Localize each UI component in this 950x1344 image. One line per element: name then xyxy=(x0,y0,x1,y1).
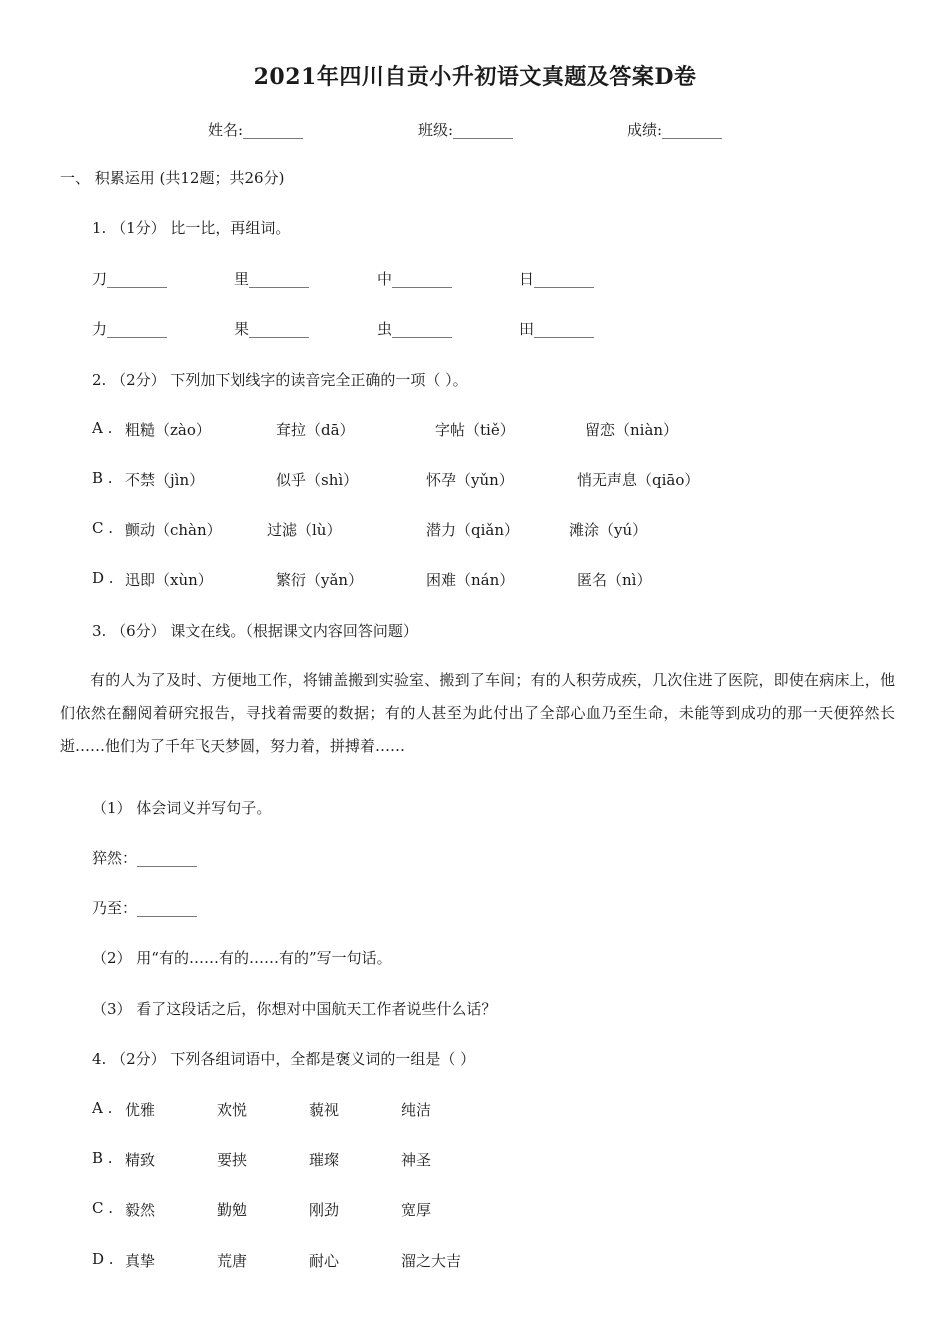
q4-option-word: 溜之大吉 xyxy=(401,1252,462,1270)
q4-option-word: 藐视 xyxy=(309,1101,340,1119)
q4-option-word: 耐心 xyxy=(309,1252,340,1270)
q2-option-label: C . xyxy=(92,519,114,537)
q4-option-label: B . xyxy=(92,1149,113,1167)
q4-option-word: 真挚 xyxy=(125,1252,156,1270)
q4-option-word: 神圣 xyxy=(401,1151,432,1169)
q4-option-word: 璀璨 xyxy=(309,1151,340,1169)
q3-sub-question-2: （2） 用“有的……有的……有的”写一句话。 xyxy=(92,949,392,967)
q1-word-blank: 虫________ xyxy=(377,320,453,338)
name-field: 姓名:________ xyxy=(208,121,304,139)
q1-word-blank: 田________ xyxy=(519,320,595,338)
q2-option-label: A . xyxy=(92,419,113,437)
q4-option-label: A . xyxy=(92,1099,113,1117)
q2-option-item: 潜力（qiǎn） xyxy=(426,521,520,539)
q3-sub-question-3: （3） 看了这段话之后，你想对中国航天工作者说些什么话？ xyxy=(92,1000,497,1018)
q4-option-word: 精致 xyxy=(125,1151,156,1169)
q2-option-item: 留恋（niàn） xyxy=(585,421,679,439)
q2-option-item: 困难（nán） xyxy=(426,571,515,589)
question-4-stem: 4. （2分） 下列各组词语中，全都是褒义词的一组是（ ） xyxy=(92,1050,476,1068)
q2-option-item: 似乎（shì） xyxy=(276,471,359,489)
q1-word-blank: 日________ xyxy=(519,270,595,288)
q2-option-label: B . xyxy=(92,469,113,487)
q2-option-item: 悄无声息（qiāo） xyxy=(577,471,700,489)
q4-option-word: 纯洁 xyxy=(401,1101,432,1119)
q2-option-item: 滩涂（yú） xyxy=(569,521,648,539)
q2-option-item: 不禁（jìn） xyxy=(125,471,205,489)
q4-option-word: 欢悦 xyxy=(217,1101,248,1119)
q2-option-item: 怀孕（yǔn） xyxy=(426,471,514,489)
q4-option-word: 毅然 xyxy=(125,1201,156,1219)
q4-option-label: C . xyxy=(92,1199,114,1217)
q4-option-word: 要挟 xyxy=(217,1151,248,1169)
q1-word-blank: 果________ xyxy=(234,320,310,338)
q1-word-blank: 中________ xyxy=(377,270,453,288)
question-1-stem: 1. （1分） 比一比，再组词。 xyxy=(92,219,291,237)
q2-option-label: D . xyxy=(92,569,114,587)
q4-option-word: 刚劲 xyxy=(309,1201,340,1219)
q4-option-word: 宽厚 xyxy=(401,1201,432,1219)
q2-option-item: 粗糙（zào） xyxy=(125,421,211,439)
question-3-stem: 3. （6分） 课文在线。（根据课文内容回答问题） xyxy=(92,622,418,640)
q2-option-item: 颤动（chàn） xyxy=(125,521,222,539)
q2-option-item: 迅即（xùn） xyxy=(125,571,213,589)
q2-option-item: 耷拉（dā） xyxy=(276,421,355,439)
document-title: 2021年四川自贡小升初语文真题及答案D卷 xyxy=(253,64,697,90)
q4-option-word: 优雅 xyxy=(125,1101,156,1119)
q2-option-item: 繁衍（yǎn） xyxy=(276,571,364,589)
class-field: 班级:________ xyxy=(418,121,514,139)
q2-option-item: 匿名（nì） xyxy=(577,571,652,589)
q1-word-blank: 力________ xyxy=(92,320,168,338)
q4-option-label: D . xyxy=(92,1250,114,1268)
q4-option-word: 勤勉 xyxy=(217,1201,248,1219)
score-field: 成绩:________ xyxy=(627,121,723,139)
q3-blank-cuoran: 猝然：________ xyxy=(92,849,198,867)
q1-word-blank: 刀________ xyxy=(92,270,168,288)
q3-passage: 有的人为了及时、方便地工作，将铺盖搬到实验室、搬到了车间；有的人积劳成疾，几次住进了医院，即使在病床上，他们依然在翻阅着研究报告，寻找着需要的数据；有的人甚至为此付出了全部心血乃至生命，未能等到成功的那一天便猝然长逝……他们为了千年飞天梦圆，努力着，拼搏着…… xyxy=(60,671,895,755)
q3-blank-naizhi: 乃至：________ xyxy=(92,899,198,917)
q4-option-word: 荒唐 xyxy=(217,1252,248,1270)
section-heading: 一、 积累运用 (共12题；共26分) xyxy=(60,169,285,187)
q2-option-item: 过滤（lù） xyxy=(267,521,342,539)
q2-option-item: 字帖（tiě） xyxy=(435,421,515,439)
q1-word-blank: 里________ xyxy=(234,270,310,288)
question-2-stem: 2. （2分） 下列加下划线字的读音完全正确的一项（ ）。 xyxy=(92,371,468,389)
q3-sub-question-1: （1） 体会词义并写句子。 xyxy=(92,799,272,817)
